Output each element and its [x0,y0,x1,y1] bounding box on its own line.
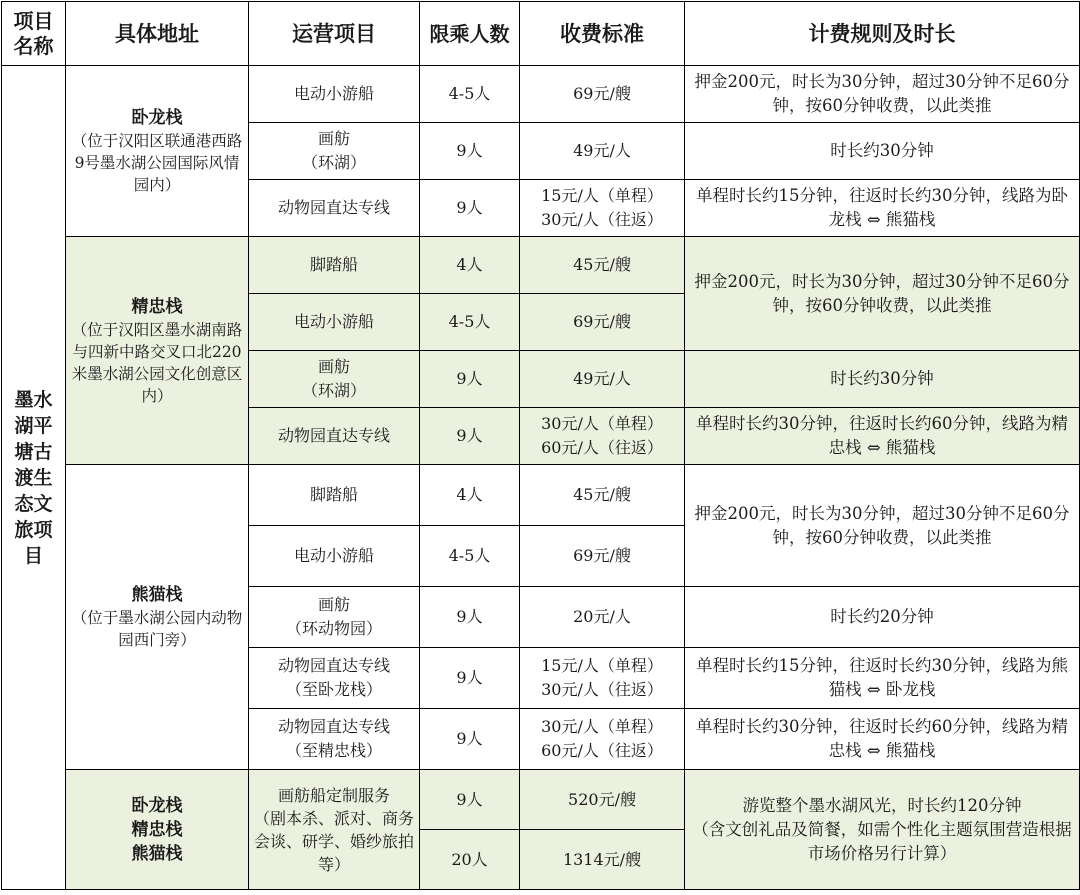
station-address: （位于汉阳区墨水湖南路与四新中路交叉口北220米墨水湖公园文化创意区内） [71,320,243,405]
rule-cell: 单程时长约15分钟，往返时长约30分钟，线路为熊猫栈 ⇔ 卧龙栈 [685,648,1080,709]
table-row [2,66,1080,123]
header-capacity: 限乘人数 [420,2,520,66]
station-name: 卧龙栈 [131,795,183,816]
service-cell: 画舫船定制服务 （剧本杀、派对、商务会谈、研学、婚纱旅拍等） [249,770,420,890]
service-cell: 脚踏船 [249,465,420,526]
station-jingzhong [66,237,249,465]
capacity-cell: 9人 [420,351,520,408]
rule-cell: 单程时长约30分钟，往返时长约60分钟，线路为精忠栈 ⇔ 熊猫栈 [685,709,1080,770]
capacity-cell: 9人 [420,408,520,465]
fee-table [1,1,1080,890]
service-cell: 动物园直达专线 （至精忠栈） [249,709,420,770]
rule-cell: 单程时长约30分钟，往返时长约60分钟，线路为精忠栈 ⇔ 熊猫栈 [685,408,1080,465]
rule-cell: 押金200元，时长为30分钟，超过30分钟不足60分钟，按60分钟收费，以此类推 [685,237,1080,351]
price-cell: 69元/艘 [520,66,685,123]
station-xiongmao [66,465,249,770]
capacity-cell: 4人 [420,465,520,526]
station-wolong [66,66,249,237]
price-cell: 15元/人（单程） 30元/人（往返） [520,180,685,237]
station-name: 精忠栈 [131,296,183,317]
header-project: 项目名称 [2,2,66,66]
service-cell: 动物园直达专线 （至卧龙栈） [249,648,420,709]
service-cell: 动物园直达专线 [249,408,420,465]
table-row [2,465,1080,526]
station-name: 熊猫栈 [131,843,183,864]
price-cell: 49元/人 [520,351,685,408]
station-address: （位于墨水湖公园内动物园西门旁） [71,609,243,649]
table-row [2,770,1080,830]
service-cell: 脚踏船 [249,237,420,294]
capacity-cell: 9人 [420,587,520,648]
capacity-cell: 9人 [420,123,520,180]
project-name: 墨水湖平塘古渡生态文旅项目 [2,66,66,890]
service-cell: 画舫 （环湖） [249,123,420,180]
price-cell: 45元/艘 [520,237,685,294]
header-row [2,2,1080,66]
header-price: 收费标准 [520,2,685,66]
station-address: （位于汉阳区联通港西路9号墨水湖公园国际风情园内） [71,132,243,194]
rule-cell: 单程时长约15分钟，往返时长约30分钟，线路为卧龙栈 ⇔ 熊猫栈 [685,180,1080,237]
price-cell: 20元/人 [520,587,685,648]
capacity-cell: 20人 [420,830,520,890]
rule-cell: 时长约20分钟 [685,587,1080,648]
table-row [2,237,1080,294]
service-cell: 画舫 （环湖） [249,351,420,408]
price-cell: 1314元/艘 [520,830,685,890]
capacity-cell: 9人 [420,709,520,770]
header-service: 运营项目 [249,2,420,66]
capacity-cell: 9人 [420,180,520,237]
price-cell: 69元/艘 [520,294,685,351]
capacity-cell: 4-5人 [420,66,520,123]
capacity-cell: 4-5人 [420,294,520,351]
price-cell: 520元/艘 [520,770,685,830]
capacity-cell: 9人 [420,648,520,709]
service-cell: 电动小游船 [249,294,420,351]
service-cell: 电动小游船 [249,66,420,123]
capacity-cell: 4人 [420,237,520,294]
capacity-cell: 9人 [420,770,520,830]
capacity-cell: 4-5人 [420,526,520,587]
station-all [66,770,249,890]
price-cell: 69元/艘 [520,526,685,587]
rule-cell: 时长约30分钟 [685,351,1080,408]
price-cell: 45元/艘 [520,465,685,526]
service-cell: 画舫 （环动物园） [249,587,420,648]
price-cell: 15元/人（单程） 30元/人（往返） [520,648,685,709]
service-cell: 电动小游船 [249,526,420,587]
header-address: 具体地址 [66,2,249,66]
rule-cell: 押金200元，时长为30分钟，超过30分钟不足60分钟，按60分钟收费，以此类推 [685,465,1080,587]
station-name: 卧龙栈 [131,108,183,128]
header-rule: 计费规则及时长 [685,2,1080,66]
rule-cell: 押金200元，时长为30分钟，超过30分钟不足60分钟，按60分钟收费，以此类推 [685,66,1080,123]
price-cell: 30元/人（单程） 60元/人（往返） [520,709,685,770]
price-cell: 49元/人 [520,123,685,180]
station-name: 精忠栈 [131,819,183,840]
rule-cell: 游览整个墨水湖风光，时长约120分钟 （含文创礼品及简餐，如需个性化主题氛围营造根据市场价格另行计算） [685,770,1080,890]
rule-cell: 时长约30分钟 [685,123,1080,180]
service-cell: 动物园直达专线 [249,180,420,237]
station-name: 熊猫栈 [131,585,183,605]
price-cell: 30元/人（单程） 60元/人（往返） [520,408,685,465]
